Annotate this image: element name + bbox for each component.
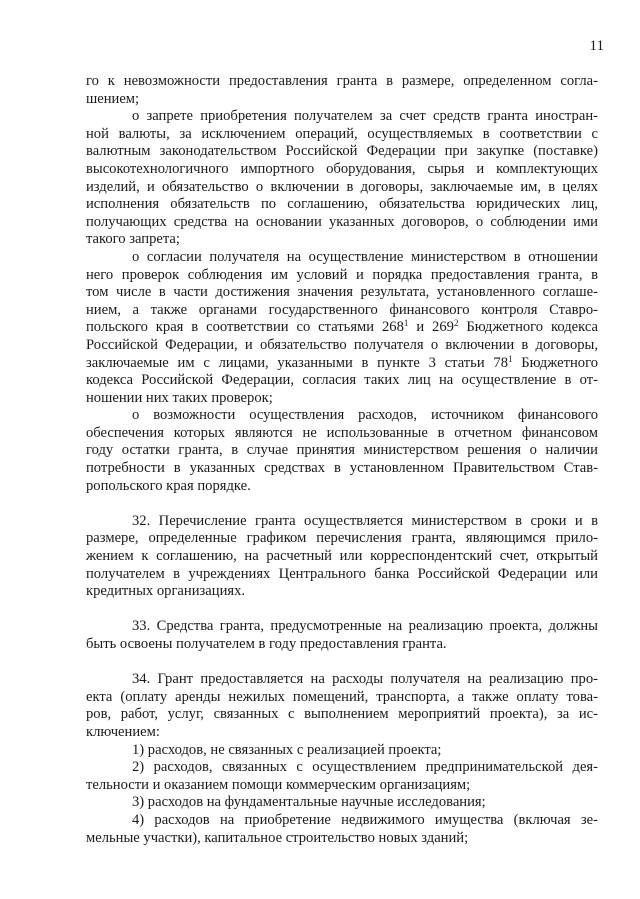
paragraph (86, 618, 598, 653)
text-line: 33. Средства гранта, предусмотренные на реализацию проекта, должны (132, 618, 598, 635)
text-line: о согласии получателя на осуществление министерством в отношении (132, 248, 598, 265)
text-line: потребности в указанных средствах в установленном Правительством Став- (86, 460, 598, 477)
text-line: 34. Грант предоставляется на расходы получателя на реализацию про- (132, 671, 598, 688)
text-line: заключаемые им с лицами, указанными в пункте 3 статьи $78^1$ Бюджетного (86, 353, 598, 371)
page-number: 11 (589, 38, 604, 54)
text-line: валютным законодательством Российской Федерации при закупке (поставке) (86, 143, 598, 160)
text-line: ключением: (86, 723, 160, 740)
text-line: 1) расходов, не связанных с реализацией проекта; (132, 741, 442, 758)
paragraph (86, 794, 598, 812)
text-line: жением к соглашению, на расчетный или корреспондентский счет, открытый (86, 548, 598, 565)
text-line: шением; (86, 90, 140, 107)
text-line: получающих средства на основании указанных договоров, о соблюдении ими (86, 213, 598, 230)
text-line: него проверок соблюдения им условий и порядка предоставления гранта, в (86, 266, 598, 283)
text-line: ношении них таких проверок; (86, 389, 273, 406)
text-line: екта (оплату аренды нежилых помещений, транспорта, а также оплату това- (86, 688, 598, 705)
text-line: 32. Перечисление гранта осуществляется министерством в сроки и в (132, 512, 598, 529)
paragraph (86, 812, 598, 847)
paragraph (86, 249, 598, 407)
text-line: быть освоены получателем в году предоставления гранта. (86, 636, 447, 652)
text-line: исполнения обязательств по соглашению, обязательства юридических лиц, (86, 196, 598, 213)
text-line: том числе в части достижения значения результата, установленного соглаше- (86, 284, 598, 301)
text-line: получателем в учреждениях Центрального банка Российской Федерации или (86, 565, 598, 582)
text-line: 4) расходов на приобретение недвижимого имущества (включая зе- (132, 811, 598, 828)
text-line: 3) расходов на фундаментальные научные исследования; (132, 794, 486, 811)
text-line: году остатки гранта, в случае принятия министерством решения о наличии (86, 442, 598, 459)
text-line: тельности и оказанием помощи коммерческим организациям; (86, 776, 471, 793)
text-line: польского края в соответствии со статьями $268^1$ и $269^2$ Бюджетного кодекса (86, 318, 598, 336)
text-line: нием, а также органами государственного финансового контроля Ставро- (86, 301, 598, 318)
text-line: кодекса Российской Федерации, согласия таких лиц на осуществление в от- (86, 372, 598, 389)
text-line: мельные участки), капитальное строительство новых зданий; (86, 829, 469, 846)
document-body (86, 73, 598, 847)
text-line: го к невозможности предоставления гранта в размере, определенном согла- (86, 73, 598, 89)
text-line: высокотехнологичного импортного оборудования, сырья и комплектующих (86, 160, 598, 177)
text-line: размере, определенные графиком перечисления гранта, являющимся прило- (86, 530, 598, 547)
text-line: кредитных организациях. (86, 583, 246, 600)
text-line: о возможности осуществления расходов, источником финансового (132, 407, 598, 424)
paragraph (86, 407, 598, 495)
text-line: обеспечения которых являются не использованные в отчетном финансовом (86, 424, 598, 441)
text-line: 2) расходов, связанных с осуществлением предпринимательской дея- (132, 759, 598, 776)
paragraph (86, 73, 598, 108)
paragraph (86, 108, 598, 249)
text-line: ропольского края порядке. (86, 477, 251, 494)
text-line: Российской Федерации, и обязательство получателя о включении в договоры, (86, 336, 598, 353)
paragraph (86, 671, 598, 741)
text-line: изделий, и обязательство о включении в договоры, заключаемые им, в целях (86, 178, 598, 195)
text-line: о запрете приобретения получателем за счет средств гранта иностран- (132, 108, 598, 125)
paragraph (86, 513, 598, 601)
paragraph (86, 759, 598, 794)
paragraph (86, 742, 598, 760)
text-line: такого запрета; (86, 231, 180, 248)
text-line: ной валюты, за исключением операций, осуществляемых в соответствии с (86, 125, 598, 142)
text-line: ров, работ, услуг, связанных с выполнением мероприятий проекта), за ис- (86, 706, 598, 723)
